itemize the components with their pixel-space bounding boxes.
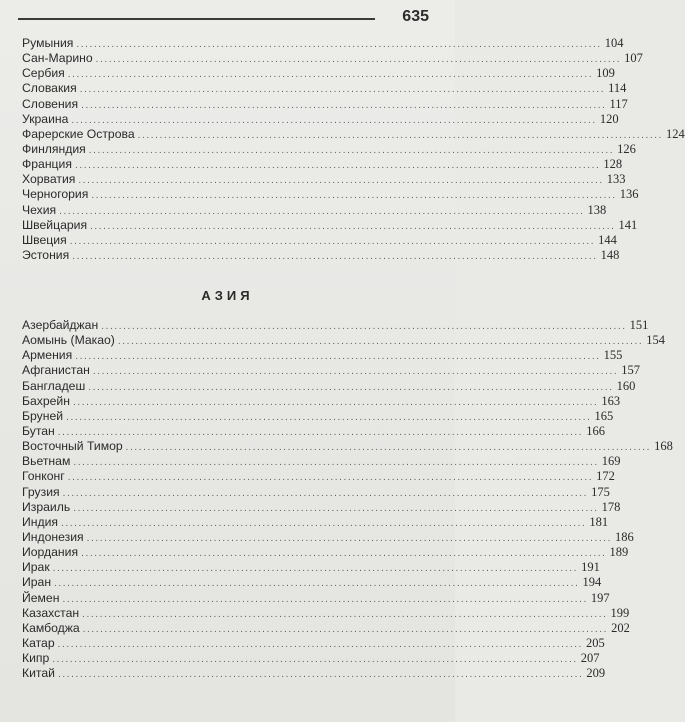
toc-entry-page: 133: [606, 172, 626, 187]
toc-entry-name: Израиль: [22, 499, 71, 514]
dot-leader: ........................................................................................................................: [88, 144, 615, 156]
toc-entry: [22, 247, 620, 263]
dot-leader: ........................................................................................................................: [71, 114, 597, 126]
toc-entry-page: 181: [589, 514, 609, 529]
toc-entry: [22, 232, 617, 248]
toc-entry-name: Армения: [22, 348, 73, 363]
toc-entry-name: Восточный Тимор: [22, 439, 123, 454]
toc-entry-page: 117: [609, 96, 628, 111]
dot-leader: ........................................................................................................................: [73, 502, 599, 514]
toc-entry-name: Чехия: [22, 202, 57, 217]
toc-entry-name: Йемен: [22, 590, 60, 605]
dot-leader: ........................................................................................................................: [67, 69, 594, 81]
toc-entry: [22, 484, 610, 500]
toc-entry: [22, 36, 624, 51]
toc-entry: [22, 620, 630, 636]
toc-entry: [22, 499, 621, 515]
toc-entry-name: Афганистан: [22, 363, 90, 378]
dot-leader: ........................................................................................................................: [72, 250, 598, 262]
toc-entry-page: 163: [601, 393, 621, 408]
toc-entry-name: Хорватия: [22, 172, 76, 187]
dot-leader: ........................................................................................................................: [82, 623, 609, 635]
toc-entry-page: 186: [615, 529, 634, 544]
dot-leader: ........................................................................................................................: [86, 532, 613, 544]
dot-leader: ........................................................................................................................: [54, 578, 580, 590]
toc-entry-name: Сербия: [22, 66, 65, 81]
toc-entry-page: 157: [621, 363, 640, 378]
dot-leader: ........................................................................................................................: [74, 160, 601, 172]
toc-entry: [22, 605, 630, 621]
dot-leader: ........................................................................................................................: [67, 472, 594, 484]
toc-entry: [22, 439, 673, 454]
toc-entry-page: 197: [590, 590, 610, 605]
toc-entry-page: 148: [600, 247, 620, 262]
toc-entry-name: Эстония: [22, 247, 70, 262]
toc-entry-page: 202: [611, 620, 630, 635]
toc-entry-page: 207: [580, 651, 600, 666]
toc-entry: [22, 590, 610, 606]
toc-entry-name: Украина: [22, 111, 69, 126]
dot-leader: ........................................................................................................................: [62, 487, 589, 499]
dot-leader: ........................................................................................................................: [81, 99, 607, 111]
dot-leader: ........................................................................................................................: [125, 442, 652, 454]
toc-entry: [22, 333, 666, 348]
dot-leader: ........................................................................................................................: [57, 669, 584, 681]
dot-leader: ........................................................................................................................: [52, 563, 579, 575]
toc-entry: [22, 202, 607, 218]
dot-leader: ........................................................................................................................: [78, 175, 604, 187]
dot-leader: ........................................................................................................................: [73, 457, 599, 469]
toc-entry: [22, 469, 615, 484]
toc-entry: [22, 408, 614, 424]
toc-entry-name: Бруней: [22, 408, 64, 423]
dot-leader: ........................................................................................................................: [82, 608, 608, 620]
dot-leader: ........................................................................................................................: [57, 426, 584, 438]
toc-entry-page: 151: [629, 318, 649, 332]
toc-entry: [22, 96, 628, 112]
toc-list-europe: [22, 36, 685, 263]
toc-entry-name: Швейцария: [22, 217, 88, 232]
dot-leader: ........................................................................................................................: [59, 205, 585, 217]
dot-leader: ........................................................................................................................: [101, 321, 627, 332]
toc-entry: [22, 187, 639, 202]
toc-entry-page: 124: [666, 126, 685, 141]
toc-entry-name: Камбоджа: [22, 620, 80, 635]
toc-entry-page: 172: [596, 469, 615, 484]
toc-entry-name: Китай: [22, 666, 55, 681]
toc-entry-page: 104: [604, 36, 624, 50]
toc-entry-name: Румыния: [22, 36, 74, 50]
toc-entry-name: Вьетнам: [22, 454, 71, 469]
toc-entry: [22, 141, 636, 157]
toc-entry: [22, 393, 621, 409]
toc-entry-page: 166: [586, 423, 605, 438]
dot-leader: ........................................................................................................................: [61, 517, 587, 529]
toc-entry-name: Черногория: [22, 187, 89, 202]
toc-entry: [22, 560, 600, 575]
dot-leader: ........................................................................................................................: [95, 54, 622, 66]
toc-entry: [22, 363, 640, 378]
dot-leader: ........................................................................................................................: [66, 411, 592, 423]
toc-entry-page: 209: [586, 666, 606, 681]
toc-entry: [22, 217, 638, 233]
toc-entry-page: 168: [654, 439, 673, 454]
page-header: [18, 6, 429, 28]
toc-entry-name: Фарерские Острова: [22, 126, 135, 141]
toc-entry-name: Индонезия: [22, 529, 84, 544]
toc-entry: [22, 81, 627, 96]
toc-entry-name: Финляндия: [22, 141, 86, 156]
toc-entry: [22, 318, 649, 333]
toc-entry: [22, 111, 619, 127]
toc-entry: [22, 423, 605, 439]
toc-entry-page: 114: [608, 81, 627, 96]
toc-entry-name: Кипр: [22, 651, 50, 666]
dot-leader: ........................................................................................................................: [88, 381, 614, 393]
toc-entry-page: 107: [624, 51, 643, 66]
toc-entry-name: Индия: [22, 514, 59, 529]
toc-entry-page: 144: [598, 232, 617, 247]
toc-entry-page: 109: [596, 66, 615, 81]
toc-entry-page: 205: [586, 635, 605, 650]
toc-entry: [22, 157, 623, 172]
dot-leader: ........................................................................................................................: [57, 638, 584, 650]
toc-entry-page: 165: [594, 408, 614, 423]
toc-entry: [22, 66, 615, 81]
toc-entry: [22, 378, 636, 394]
toc-entry-name: Бангладеш: [22, 378, 86, 393]
toc-entry: [22, 545, 629, 560]
dot-leader: ........................................................................................................................: [76, 39, 602, 50]
dot-leader: ........................................................................................................................: [117, 336, 644, 348]
toc-entry-name: Иран: [22, 575, 52, 590]
toc-entry-name: Иордания: [22, 545, 79, 560]
toc-entry-name: Азербайджан: [22, 318, 99, 332]
toc-entry-page: 191: [581, 560, 600, 575]
dot-leader: ........................................................................................................................: [62, 593, 588, 605]
toc-entry: [22, 126, 685, 142]
toc-entry-name: Ирак: [22, 560, 50, 575]
toc-entry-name: Казахстан: [22, 605, 80, 620]
dot-leader: ........................................................................................................................: [72, 396, 599, 408]
toc-entry: [22, 575, 602, 590]
toc-entry-name: Сан-Марино: [22, 51, 93, 66]
dot-leader: ........................................................................................................................: [91, 190, 617, 202]
toc-entry-name: Словения: [22, 96, 79, 111]
toc-entry-page: 155: [603, 348, 623, 363]
toc-entry-page: 136: [619, 187, 639, 202]
header-rule: [18, 18, 375, 20]
dot-leader: ........................................................................................................................: [90, 220, 616, 232]
toc-entry: [22, 51, 643, 66]
dot-leader: ........................................................................................................................: [92, 366, 619, 378]
toc-entry-page: 194: [582, 575, 602, 590]
dot-leader: ........................................................................................................................: [69, 235, 596, 247]
toc-entry-name: Бахрейн: [22, 393, 70, 408]
toc-entry: [22, 514, 609, 530]
toc-entry-page: 169: [601, 454, 621, 469]
toc-entry-name: Аомынь (Макао): [22, 333, 115, 348]
toc-entry-page: 199: [610, 605, 630, 620]
toc-entry-name: Франция: [22, 157, 72, 172]
toc-entry: [22, 651, 600, 666]
toc-entry-page: 141: [618, 217, 638, 232]
dot-leader: ........................................................................................................................: [52, 654, 578, 666]
toc-entry-page: 160: [616, 378, 636, 393]
toc-entry-name: Гонконг: [22, 469, 65, 484]
toc-entry-name: Словакия: [22, 81, 77, 96]
toc-entry: [22, 172, 626, 187]
page-number: 635: [402, 8, 429, 25]
toc-entry-name: Грузия: [22, 484, 60, 499]
dot-leader: ........................................................................................................................: [137, 129, 664, 141]
toc-entry: [22, 454, 621, 469]
toc-list-asia: [22, 318, 673, 681]
toc-entry-page: 138: [587, 202, 607, 217]
toc-entry-name: Швеция: [22, 232, 67, 247]
toc-entry: [22, 529, 634, 545]
toc-entry-page: 189: [609, 545, 629, 560]
dot-leader: ........................................................................................................................: [81, 548, 607, 560]
toc-entry: [22, 635, 605, 651]
toc-entry-page: 120: [599, 111, 619, 126]
toc-entry-page: 154: [646, 333, 666, 348]
toc-entry-name: Бутан: [22, 423, 55, 438]
toc-entry: [22, 348, 623, 363]
section-title-asia: АЗИЯ: [201, 288, 254, 303]
dot-leader: ........................................................................................................................: [75, 351, 601, 363]
toc-entry-page: 175: [591, 484, 610, 499]
toc-entry: [22, 666, 606, 681]
toc-entry-page: 128: [603, 157, 623, 172]
toc-entry-name: Катар: [22, 635, 55, 650]
dot-leader: ........................................................................................................................: [79, 84, 606, 96]
toc-entry-page: 126: [617, 141, 636, 156]
toc-entry-page: 178: [601, 499, 621, 514]
